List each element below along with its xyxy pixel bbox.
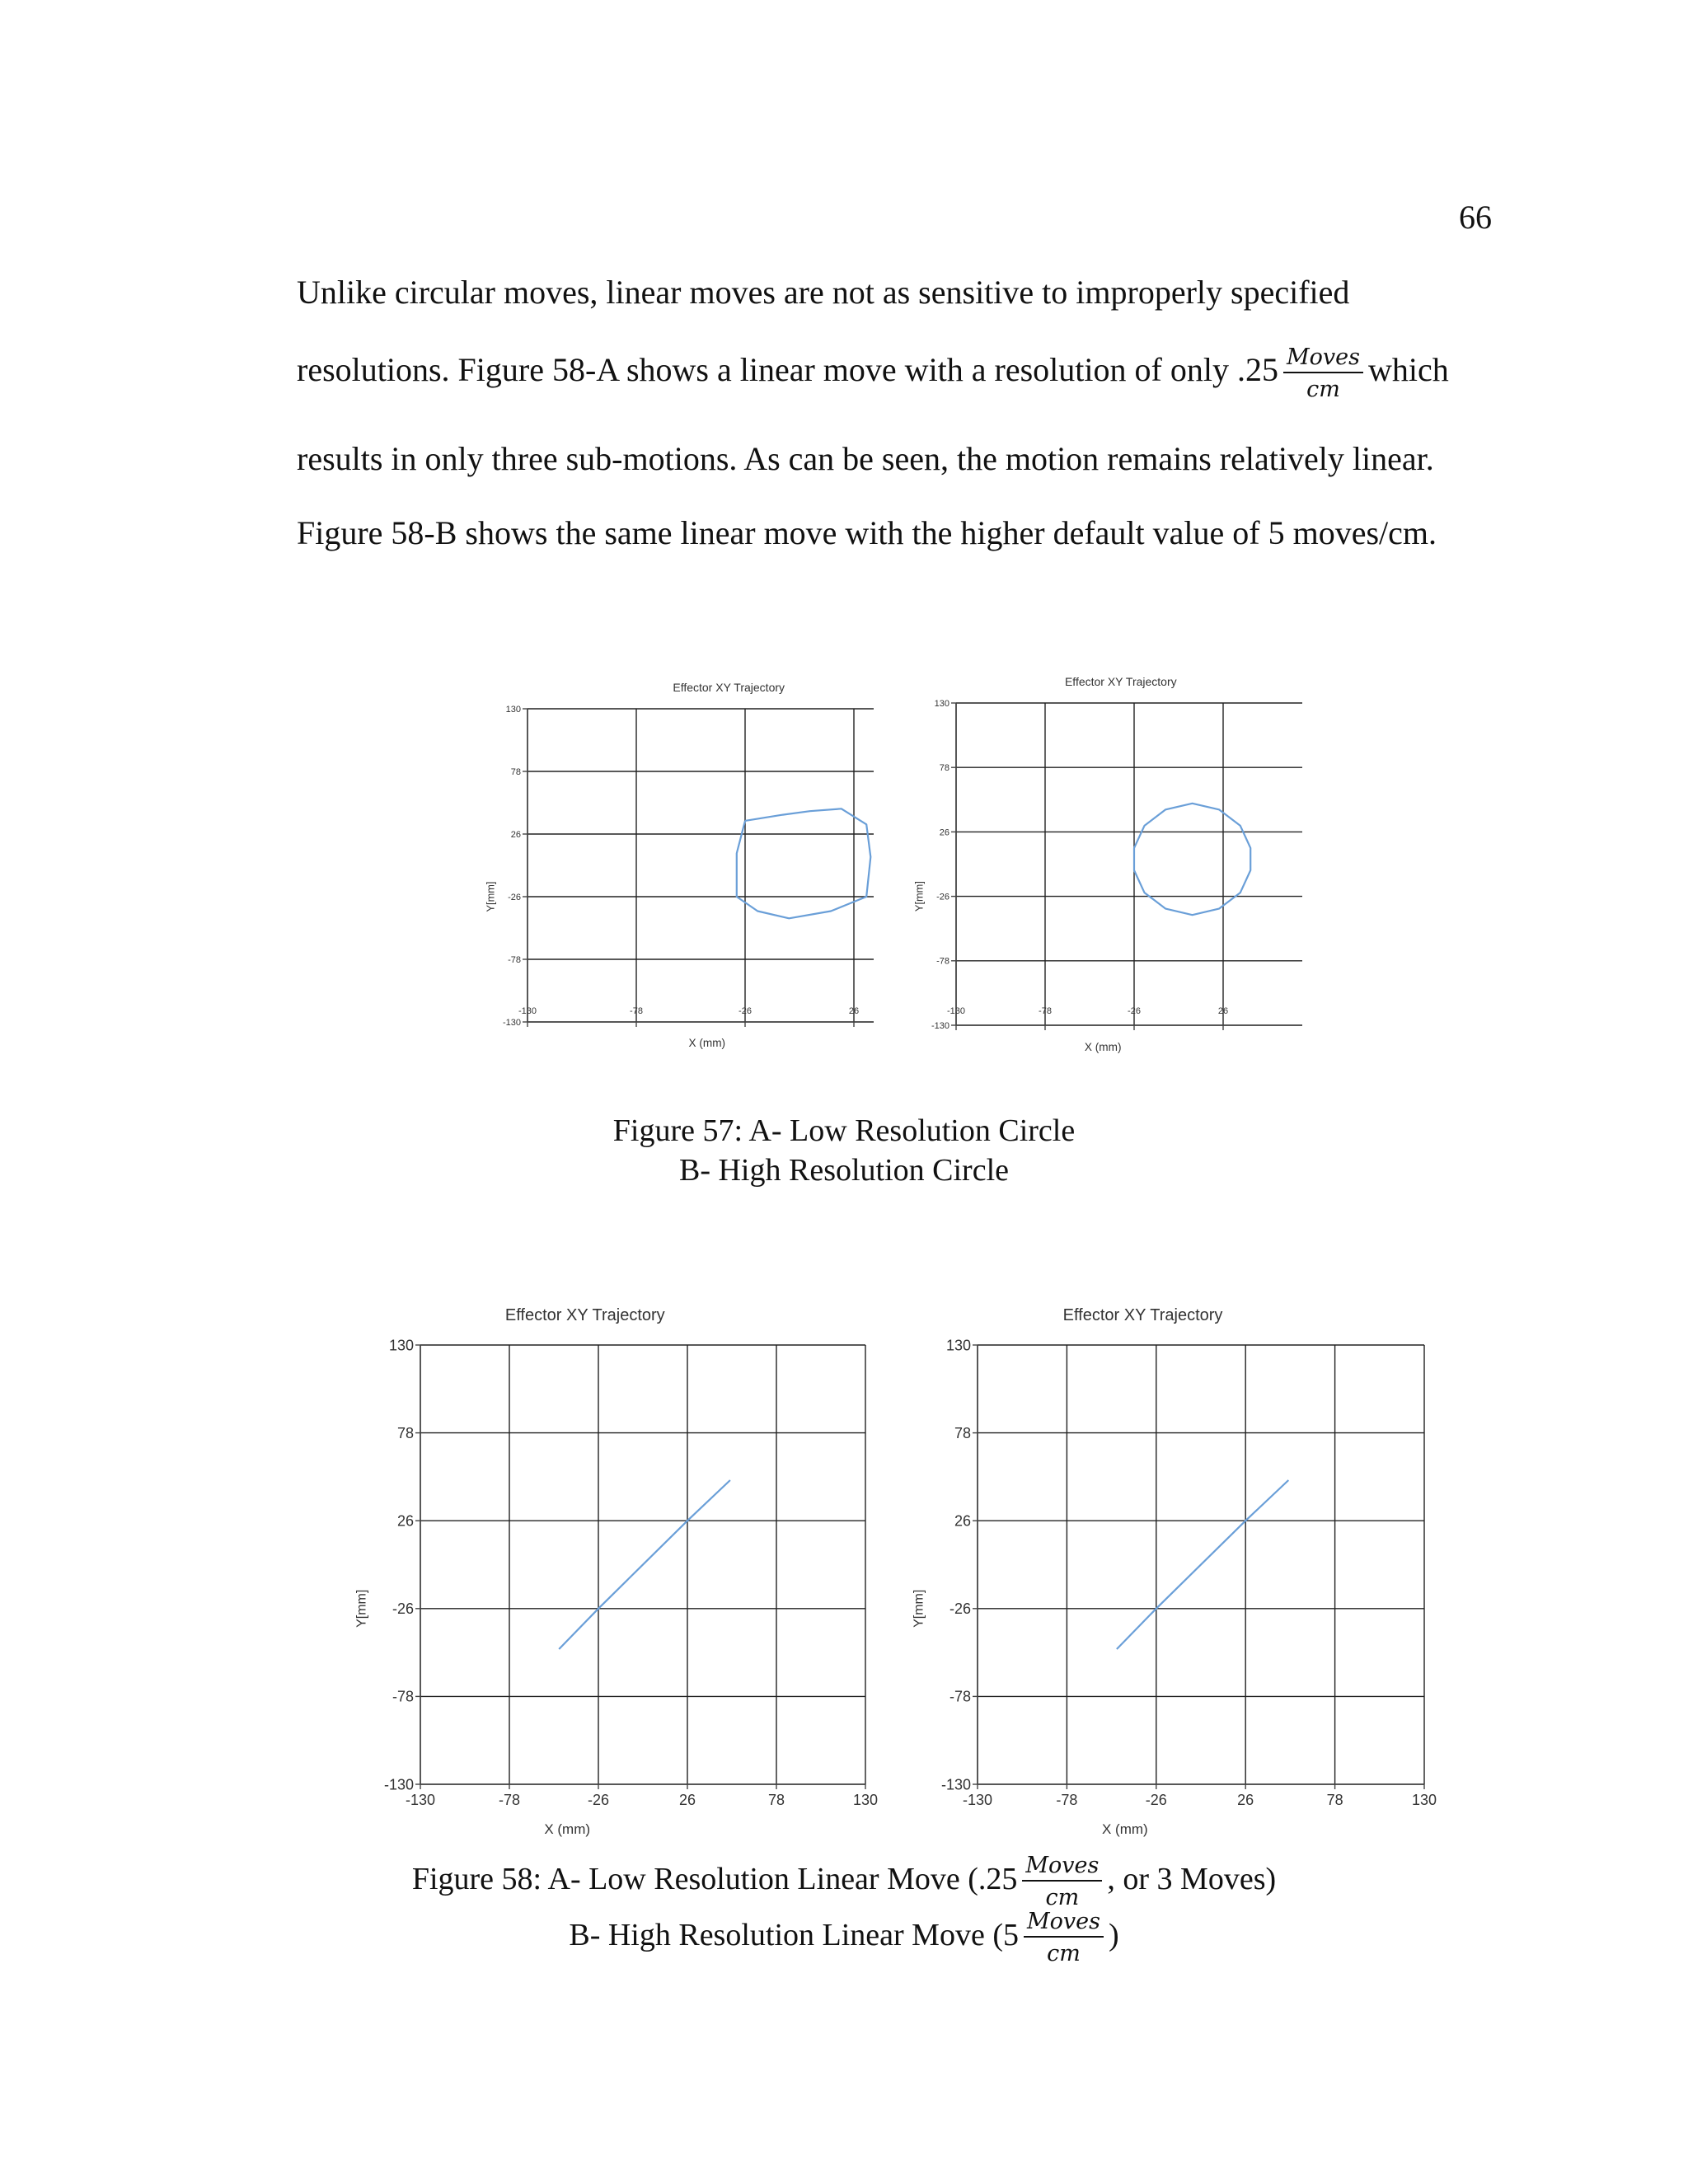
chart-title: Effector XY Trajectory <box>673 681 785 694</box>
y-tick-label: -26 <box>936 892 950 902</box>
x-tick-label: 26 <box>1217 1006 1229 1016</box>
y-tick-label: 130 <box>505 704 521 715</box>
y-axis-label: Y[mm] <box>354 1589 369 1628</box>
y-tick-label: 26 <box>510 829 521 840</box>
paragraph-line-4 <box>297 509 1467 558</box>
chart-title: Effector XY Trajectory <box>1064 675 1177 688</box>
paragraph-line-3 <box>297 434 1467 484</box>
y-tick-label: -78 <box>508 954 521 965</box>
fraction-moves-per-cm <box>1283 344 1363 402</box>
caption-line: Figure 57: A- Low Resolution Circle <box>612 1113 1076 1148</box>
x-tick-label: -26 <box>587 1792 610 1808</box>
y-tick-label: 26 <box>939 827 950 838</box>
paragraph-line-1 <box>297 268 1467 317</box>
trajectory-line <box>1117 1480 1288 1649</box>
trajectory-line <box>1134 804 1250 915</box>
y-tick-label: -26 <box>392 1601 414 1618</box>
x-tick-label: -130 <box>946 1006 966 1016</box>
figure-58-caption-line-1 <box>0 1853 1688 1910</box>
y-tick-label: 130 <box>945 1337 971 1354</box>
y-tick-label: -78 <box>936 956 950 967</box>
chart-57a <box>462 659 874 1071</box>
figure-58-caption-line-2 <box>0 1909 1688 1966</box>
x-tick-label: 26 <box>1237 1792 1254 1808</box>
x-tick-label: 26 <box>848 1006 860 1016</box>
y-axis-label: Y[mm] <box>484 881 497 912</box>
fraction-numerator: Moves <box>1024 1909 1104 1938</box>
y-tick-label: -130 <box>502 1017 521 1028</box>
caption-line: B- High Resolution Circle <box>678 1153 1010 1188</box>
fraction-denominator: cm <box>1306 377 1340 403</box>
x-tick-label: -130 <box>518 1006 537 1016</box>
x-tick-label: -26 <box>1145 1792 1167 1808</box>
y-axis-label: Y[mm] <box>912 881 926 912</box>
caption-text: ) <box>1108 1917 1119 1952</box>
x-tick-label: 130 <box>852 1792 879 1808</box>
y-tick-label: -26 <box>508 892 521 902</box>
x-tick-label: -78 <box>1039 1006 1052 1016</box>
x-tick-label: -130 <box>962 1792 993 1808</box>
y-tick-label: 78 <box>954 1424 971 1441</box>
y-tick-label: -130 <box>383 1776 414 1793</box>
page-number: 66 <box>1459 199 1492 236</box>
y-tick-label: 78 <box>510 766 521 777</box>
x-tick-label: -26 <box>1128 1006 1141 1016</box>
chart-title: Effector XY Trajectory <box>504 1306 665 1324</box>
chart-58b <box>890 1286 1451 1846</box>
chart-58a <box>330 1286 890 1846</box>
chart-title: Effector XY Trajectory <box>1062 1306 1223 1324</box>
x-tick-label: -78 <box>1056 1792 1078 1808</box>
y-axis-label: Y[mm] <box>912 1589 926 1628</box>
x-tick-label: 78 <box>1326 1792 1343 1808</box>
paragraph-text: resolutions. Figure 58-A shows a linear move with a resolution of only .25 <box>297 351 1278 389</box>
chart-57b <box>874 659 1302 1071</box>
caption-text: , or 3 Moves) <box>1107 1861 1277 1896</box>
figure-57-caption <box>0 1111 1688 1190</box>
y-tick-label: 130 <box>388 1337 414 1354</box>
trajectory-line <box>559 1480 730 1649</box>
y-tick-label: -78 <box>949 1688 971 1705</box>
fraction-moves-per-cm <box>1022 1853 1102 1910</box>
chart-svg <box>462 659 874 1071</box>
fraction-numerator: Moves <box>1283 344 1363 373</box>
y-tick-label: 78 <box>939 763 950 774</box>
chart-svg <box>874 659 1302 1071</box>
chart-svg <box>330 1286 890 1846</box>
y-tick-label: -26 <box>949 1601 971 1618</box>
fraction-numerator: Moves <box>1022 1853 1102 1882</box>
paragraph-text: Figure 58-B shows the same linear move with the higher default value of 5 moves/cm. <box>297 514 1437 551</box>
caption-text: Figure 58: A- Low Resolution Linear Move (.25 <box>411 1861 1018 1896</box>
x-tick-label: 26 <box>678 1792 696 1808</box>
y-tick-label: 26 <box>396 1512 414 1530</box>
fraction-denominator: cm <box>1047 1941 1081 1967</box>
paragraph-text: which <box>1367 351 1449 389</box>
fraction-moves-per-cm <box>1024 1909 1104 1966</box>
x-tick-label: -130 <box>405 1792 436 1808</box>
x-tick-label: -26 <box>738 1006 752 1016</box>
y-tick-label: 26 <box>954 1512 971 1530</box>
x-axis-label: X (mm) <box>1084 1041 1122 1053</box>
x-tick-label: -78 <box>498 1792 521 1808</box>
y-tick-label: 130 <box>934 698 950 709</box>
y-tick-label: -130 <box>931 1020 950 1031</box>
trajectory-line <box>737 808 871 918</box>
paragraph-text: Unlike circular moves, linear moves are not as sensitive to improperly specified <box>297 274 1350 311</box>
x-tick-label: -78 <box>630 1006 643 1016</box>
caption-text: B- High Resolution Linear Move (5 <box>569 1917 1019 1952</box>
y-tick-label: -78 <box>392 1688 414 1705</box>
x-tick-label: 130 <box>1411 1792 1437 1808</box>
y-tick-label: -130 <box>940 1776 971 1793</box>
chart-svg <box>890 1286 1451 1846</box>
y-tick-label: 78 <box>396 1424 414 1441</box>
x-axis-label: X (mm) <box>544 1821 591 1837</box>
x-tick-label: 78 <box>767 1792 785 1808</box>
paragraph-text: results in only three sub-motions. As can be seen, the motion remains relatively linear. <box>297 440 1434 477</box>
x-axis-label: X (mm) <box>1102 1821 1148 1837</box>
fraction-denominator: cm <box>1045 1885 1080 1911</box>
x-axis-label: X (mm) <box>688 1037 726 1049</box>
paragraph-line-2 <box>297 344 1467 402</box>
